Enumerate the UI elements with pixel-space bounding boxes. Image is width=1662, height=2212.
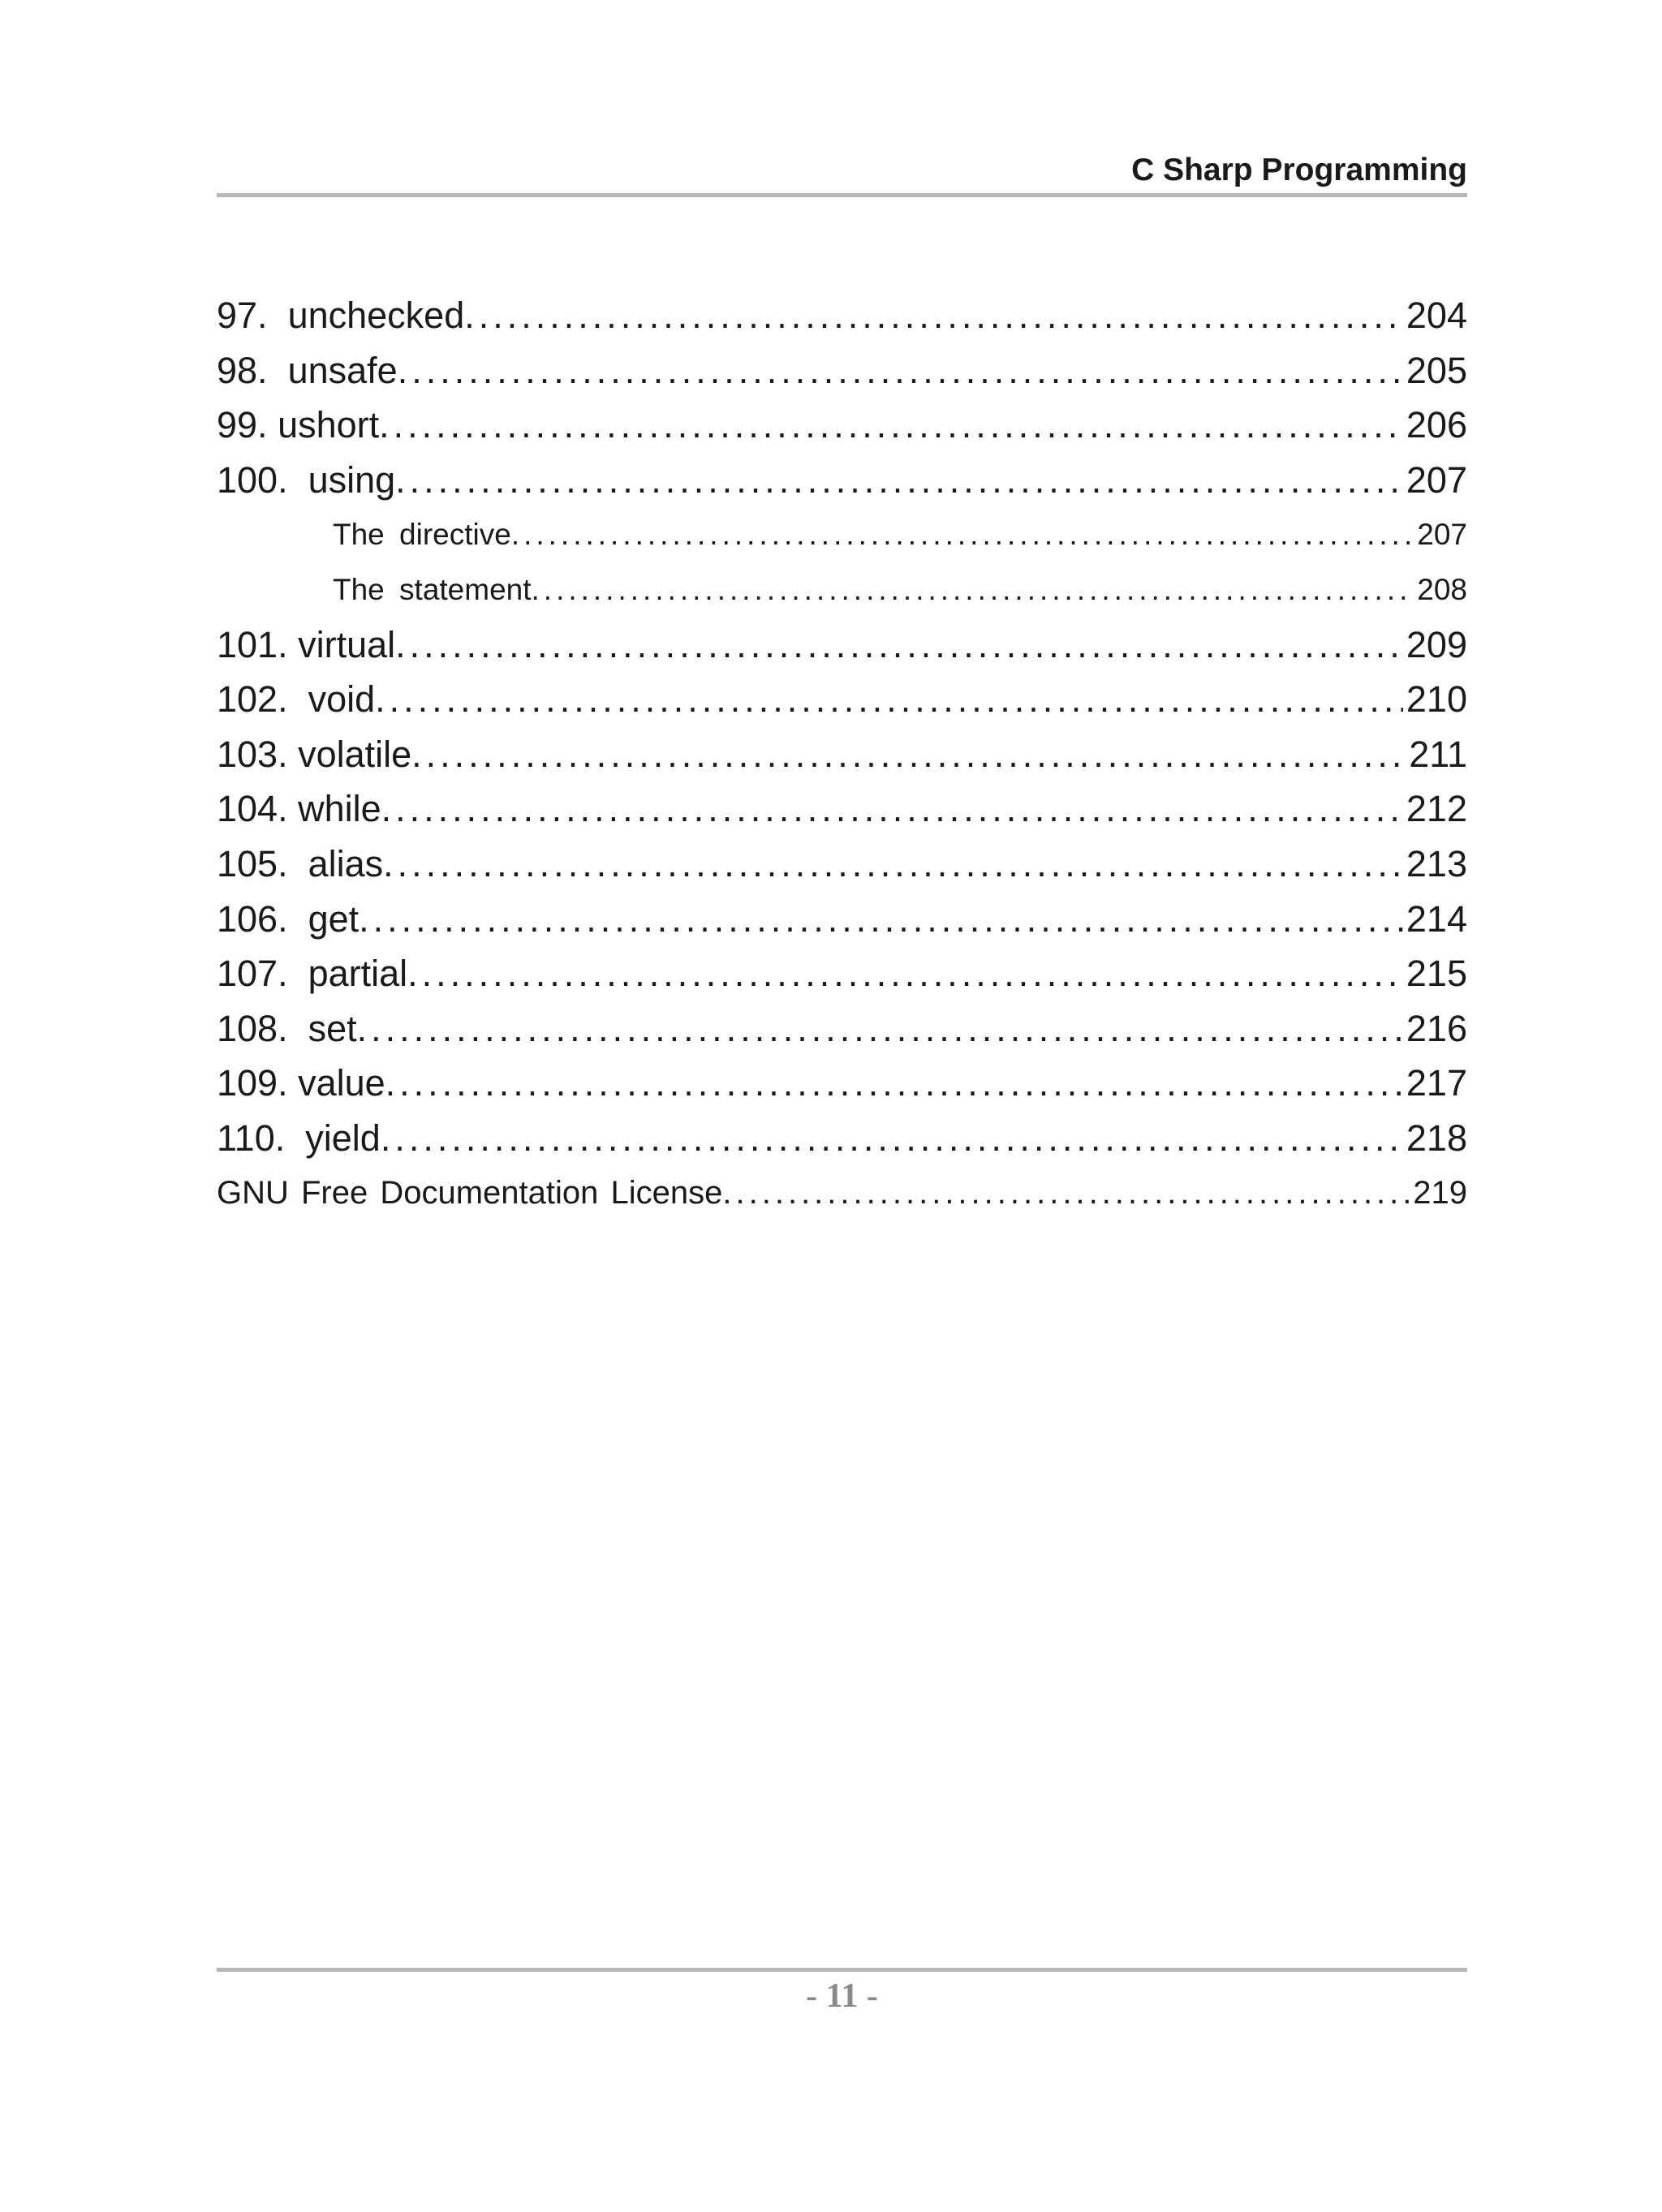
toc-subentry-the-directive[interactable] xyxy=(217,507,1467,562)
toc-entry-label: unchecked xyxy=(287,295,465,336)
toc-entry-page: 211 xyxy=(1409,733,1467,775)
table-of-contents xyxy=(217,288,1467,1220)
toc-entry-label: get xyxy=(308,897,360,940)
toc-entry-label: ushort xyxy=(278,404,380,446)
dot-leader xyxy=(381,781,1403,837)
toc-entry-label: The directive xyxy=(333,518,511,552)
dot-leader xyxy=(395,618,1403,673)
toc-entry-yield[interactable] xyxy=(217,1111,1467,1166)
toc-entry-label: yield xyxy=(305,1117,381,1159)
toc-entry-label: set xyxy=(308,1007,357,1049)
dot-leader xyxy=(511,507,1414,562)
page-number: - 11 - xyxy=(806,1977,878,2015)
dot-leader xyxy=(464,288,1403,343)
header-rule xyxy=(217,193,1467,197)
toc-entry-label: while xyxy=(298,788,381,830)
toc-entry-number: 98. xyxy=(217,349,288,391)
footer-rule xyxy=(217,1968,1467,1972)
toc-entry-set[interactable] xyxy=(217,1001,1467,1057)
toc-entry-label: using xyxy=(308,458,396,501)
toc-entry-label: unsafe xyxy=(287,349,398,391)
toc-entry-label: virtual xyxy=(298,623,396,665)
running-header-title: C Sharp Programming xyxy=(1131,153,1467,187)
toc-entry-unchecked[interactable] xyxy=(217,288,1467,343)
dot-leader xyxy=(359,892,1403,947)
toc-entry-page: 218 xyxy=(1406,1117,1467,1159)
dot-leader xyxy=(407,946,1403,1001)
toc-entry-ushort[interactable] xyxy=(217,398,1467,453)
toc-entry-page: 215 xyxy=(1406,953,1467,995)
toc-entry-virtual[interactable] xyxy=(217,618,1467,673)
toc-entry-number: 110. xyxy=(217,1117,306,1159)
toc-entry-number: 100. xyxy=(217,458,308,501)
toc-entry-number: 101. xyxy=(217,623,299,665)
toc-entry-page: 208 xyxy=(1417,572,1467,606)
toc-entry-page: 214 xyxy=(1406,897,1467,940)
toc-entry-number: 107. xyxy=(217,953,308,995)
toc-entry-page: 210 xyxy=(1406,678,1467,721)
toc-entry-volatile[interactable] xyxy=(217,727,1467,782)
toc-entry-page: 212 xyxy=(1406,788,1467,830)
toc-entry-number: 102. xyxy=(217,678,308,721)
toc-entry-number: 104. xyxy=(217,788,299,830)
toc-entry-page: 205 xyxy=(1406,349,1467,391)
dot-leader xyxy=(395,453,1403,508)
toc-entry-page: 207 xyxy=(1406,458,1467,501)
dot-leader xyxy=(385,1056,1403,1111)
toc-entry-page: 216 xyxy=(1406,1007,1467,1049)
toc-entry-while[interactable] xyxy=(217,781,1467,837)
dot-leader xyxy=(357,1001,1403,1057)
toc-entry-number: 106. xyxy=(217,897,308,940)
toc-entry-page: 204 xyxy=(1406,295,1467,336)
toc-entry-number: 105. xyxy=(217,842,308,884)
toc-entry-label: value xyxy=(298,1062,385,1104)
toc-entry-gnu-license[interactable] xyxy=(217,1166,1467,1221)
toc-entry-label: void xyxy=(308,678,376,721)
dot-leader xyxy=(532,562,1414,618)
toc-entry-number: 103. xyxy=(217,733,299,775)
toc-subentry-the-statement[interactable] xyxy=(217,562,1467,618)
dot-leader xyxy=(411,727,1406,782)
toc-entry-page: 217 xyxy=(1406,1062,1467,1104)
toc-entry-label: GNU Free Documentation License xyxy=(217,1174,723,1211)
toc-entry-label: partial xyxy=(308,953,408,995)
dot-leader xyxy=(398,343,1403,398)
toc-entry-number: 99. xyxy=(217,404,278,446)
toc-entry-label: alias xyxy=(308,842,384,884)
toc-entry-using[interactable] xyxy=(217,453,1467,508)
toc-entry-void[interactable] xyxy=(217,672,1467,727)
toc-entry-get[interactable] xyxy=(217,892,1467,947)
toc-entry-unsafe[interactable] xyxy=(217,343,1467,398)
dot-leader xyxy=(379,398,1403,453)
toc-entry-page: 213 xyxy=(1406,842,1467,884)
toc-entry-value[interactable] xyxy=(217,1056,1467,1111)
toc-entry-number: 109. xyxy=(217,1062,299,1104)
dot-leader xyxy=(381,1111,1403,1166)
dot-leader xyxy=(383,837,1403,892)
toc-entry-number: 108. xyxy=(217,1007,308,1049)
toc-entry-page: 206 xyxy=(1406,404,1467,446)
dot-leader xyxy=(375,672,1403,727)
toc-entry-label: volatile xyxy=(298,733,412,775)
toc-entry-page: 219 xyxy=(1413,1174,1467,1211)
toc-entry-alias[interactable] xyxy=(217,837,1467,892)
toc-entry-page: 209 xyxy=(1406,623,1467,665)
dot-leader xyxy=(722,1166,1410,1221)
toc-entry-partial[interactable] xyxy=(217,946,1467,1001)
toc-entry-label: The statement xyxy=(333,572,532,606)
toc-entry-number: 97. xyxy=(217,295,288,336)
toc-entry-page: 207 xyxy=(1417,518,1467,552)
